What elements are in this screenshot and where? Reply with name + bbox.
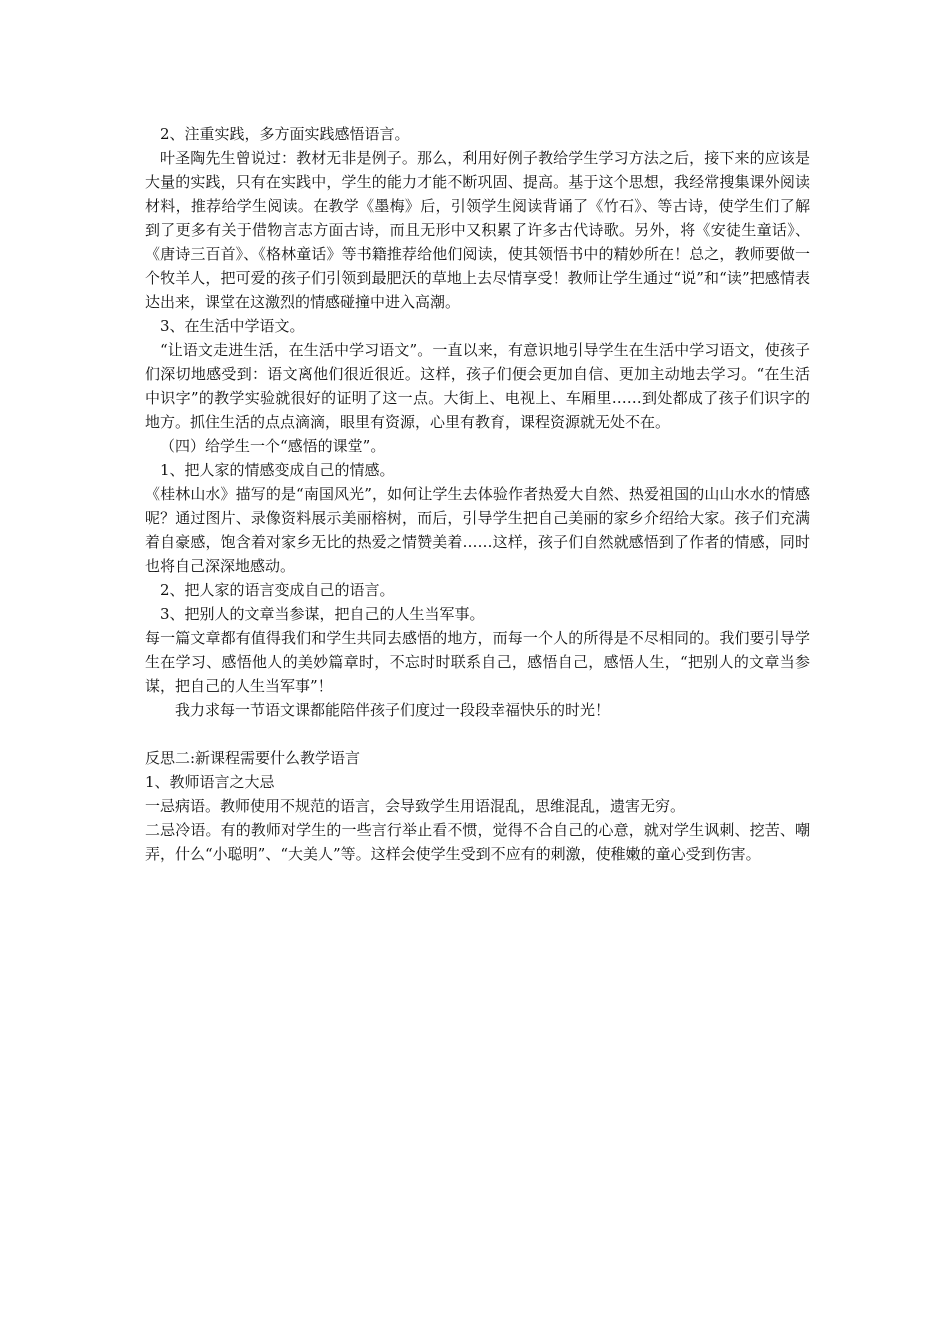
subheading-taboos: 1、教师语言之大忌	[145, 773, 275, 791]
subheading-emotion: 1、把人家的情感变成自己的情感。	[160, 461, 395, 479]
subheading-language: 2、把人家的语言变成自己的语言。	[160, 581, 395, 599]
paragraph-emotion: 《桂林山水》描写的是“南国风光”，如何让学生去体验作者热爱大自然、热爱祖国的山山水水的情感呢？通过图片、录像资料展示美丽榕树，而后，引导学生把自己美丽的家乡介绍给大家。孩子们充满着自豪感，饱含着对家乡无比的热爱之情赞美着……这样，孩子们自然就感悟到了作者的情感，同时也将自己深深地感动。	[145, 485, 810, 575]
subheading-articles: 3、把别人的文章当参谋，把自己的人生当军事。	[160, 605, 485, 623]
section-heading-4: （四）给学生一个“感悟的课堂”。	[160, 437, 386, 455]
paragraph-spacer	[145, 722, 810, 746]
subheading-life-learning: 3、在生活中学语文。	[160, 317, 305, 335]
paragraph-articles: 每一篇文章都有值得我们和学生共同去感悟的地方，而每一个人的所得是不尽相同的。我们要引导学生在学习、感悟他人的美妙篇章时，不忘时时联系自己，感悟自己，感悟人生，“把别人的文章当参谋，把自己的人生当军事”！	[145, 629, 810, 695]
paragraph-practice: 叶圣陶先生曾说过：教材无非是例子。那么，利用好例子教给学生学习方法之后，接下来的应该是大量的实践，只有在实践中，学生的能力才能不断巩固、提高。基于这个思想，我经常搜集课外阅读材料，推荐给学生阅读。在教学《墨梅》后，引领学生阅读背诵了《竹石》、等古诗，使学生们了解到了更多有关于借物言志方面古诗，而且无形中又积累了许多古代诗歌。另外，将《安徒生童话》、《唐诗三百首》、《格林童话》等书籍推荐给他们阅读，使其领悟书中的精妙所在！总之，教师要做一个牧羊人，把可爱的孩子们引领到最肥沃的草地上去尽情享受！教师让学生通过“说”和“读”把感情表达出来，课堂在这激烈的情感碰撞中进入高潮。	[145, 149, 810, 311]
paragraph-taboo-2: 二忌冷语。有的教师对学生的一些言行举止看不惯，觉得不合自己的心意，就对学生讽刺、挖苦、嘲弄，什么“小聪明”、“大美人”等。这样会使学生受到不应有的刺激，使稚嫩的童心受到伤害。	[145, 821, 810, 863]
reflection-heading: 反思二:新课程需要什么教学语言	[145, 749, 361, 767]
closing-sentence: 我力求每一节语文课都能陪伴孩子们度过一段段幸福快乐的时光！	[175, 701, 611, 719]
paragraph-taboo-1: 一忌病语。教师使用不规范的语言，会导致学生用语混乱，思维混乱，遗害无穷。	[145, 797, 686, 815]
document-body	[145, 122, 810, 866]
paragraph-life-learning: “让语文走进生活，在生活中学习语文”。一直以来，有意识地引导学生在生活中学习语文，使孩子们深切地感受到：语文离他们很近很近。这样，孩子们便会更加自信、更加主动地去学习。“在生活中识字”的教学实验就很好的证明了这一点。大街上、电视上、车厢里……到处都成了孩子们识字的地方。抓住生活的点点滴滴，眼里有资源，心里有教育，课程资源就无处不在。	[145, 341, 810, 431]
subheading-practice: 2、注重实践，多方面实践感悟语言。	[160, 125, 410, 143]
